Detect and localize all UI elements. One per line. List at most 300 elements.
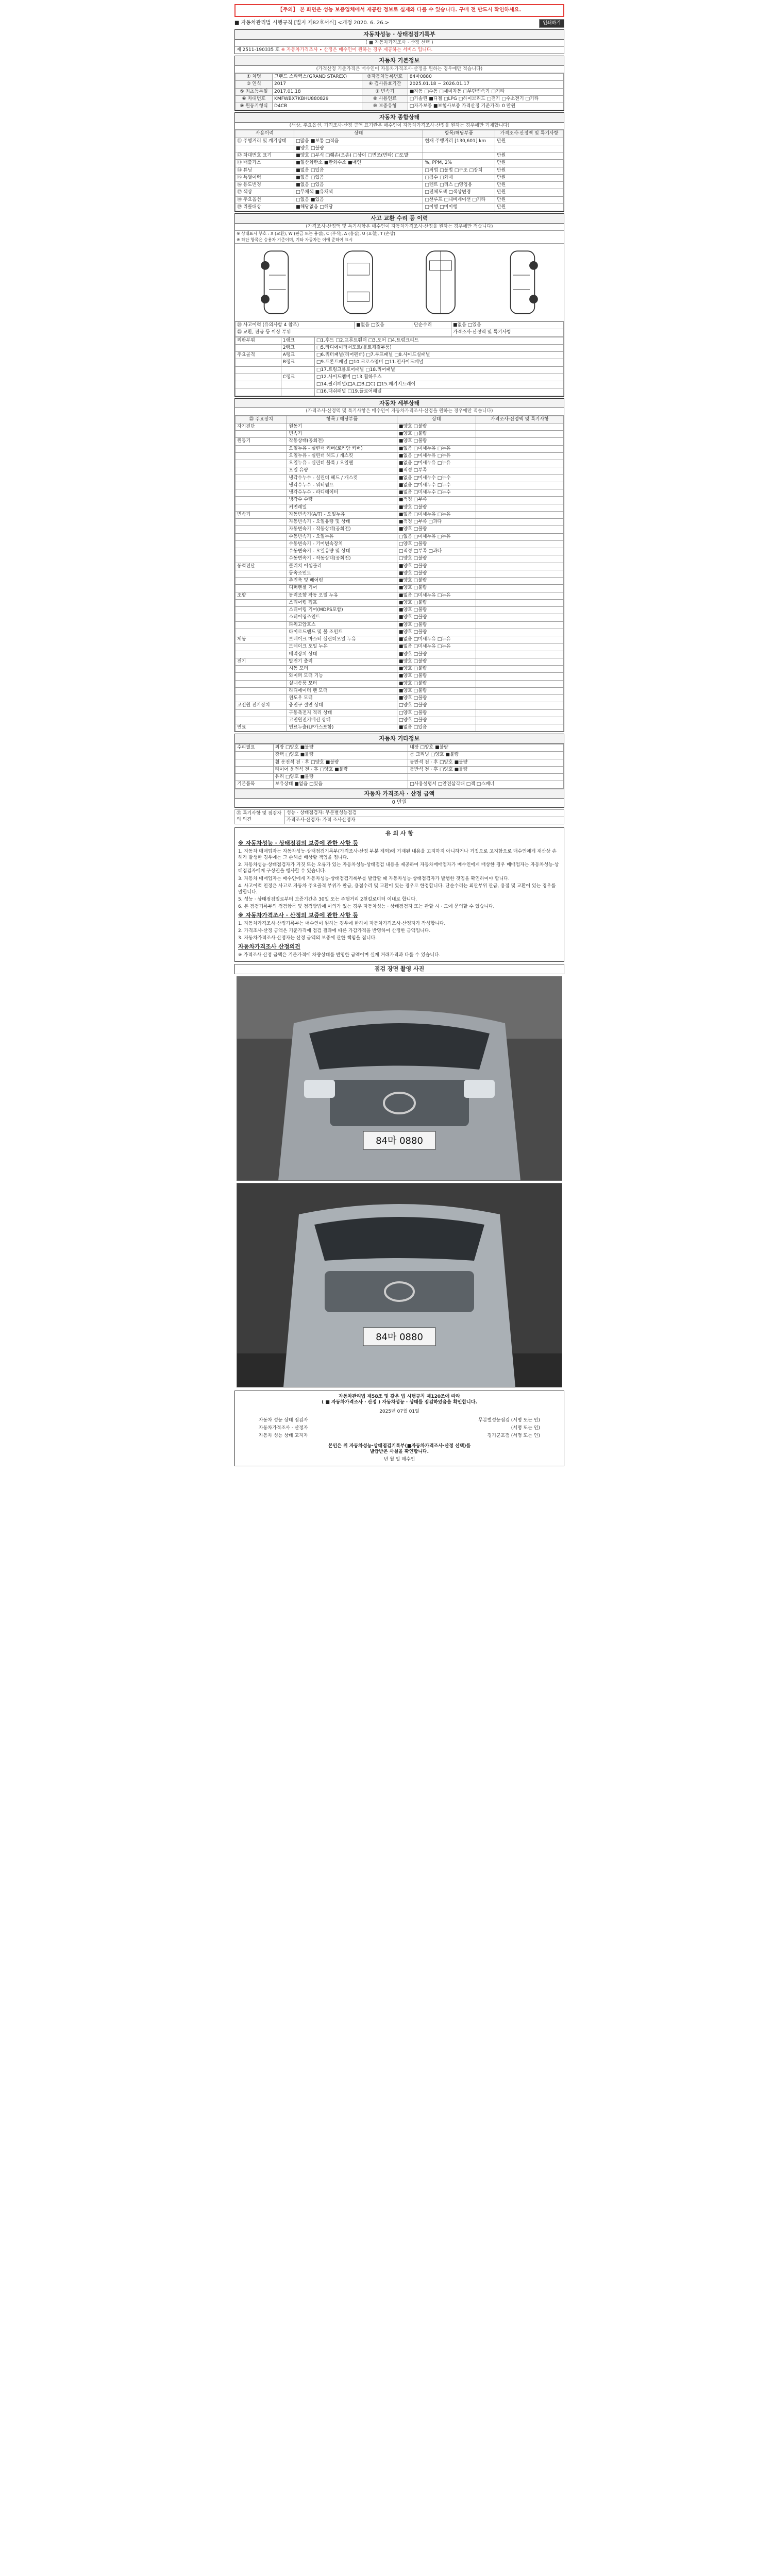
detail-cell	[236, 489, 287, 497]
other-info-cell	[236, 774, 274, 781]
notes-paragraph: 6. 본 점검기록부의 점검항목 및 점검방법에 이의가 있는 경우 자동차성능 · 상태점검자 또는 관할 시 · 도에 문의할 수 있습니다.	[238, 904, 495, 910]
detail-row	[236, 533, 564, 540]
general-cell: ⑮ 특별이력	[236, 174, 294, 181]
general-cell: ■없음 □있음	[294, 174, 423, 181]
detail-cell: 고전원 전기장치	[236, 702, 287, 709]
other-info-row	[236, 781, 564, 788]
detail-cell	[236, 570, 287, 577]
basic-info-label: ⑩ 보증유형	[362, 103, 408, 110]
doc-number: 제 2511-190335 호	[237, 47, 280, 53]
print-button[interactable]: 인쇄하기	[539, 19, 564, 28]
detail-cell: 스티어링 펌프	[287, 599, 397, 606]
car-top-rear-icon	[419, 246, 462, 318]
exterior-section	[234, 213, 564, 397]
detail-cell	[236, 519, 287, 526]
detail-cell: 파워고압호스	[287, 621, 397, 629]
panel-cell	[236, 388, 281, 396]
detail-cell: ■양호 □불량	[397, 607, 476, 614]
notes-heading-1: ※ 자동차성능 · 상태점검의 보증에 관한 사항 등	[238, 840, 358, 847]
detail-cell	[236, 555, 287, 563]
accident-label: ⑳ 사고이력 (유의사항 4 참조)	[236, 322, 355, 329]
detail-cell	[236, 504, 287, 511]
detail-cell	[236, 717, 287, 724]
panel-row	[236, 381, 564, 388]
detail-cell	[236, 585, 287, 592]
detail-row	[236, 695, 564, 702]
basic-info-section	[234, 56, 564, 111]
general-cell: □렌트 □리스 □영업용	[423, 182, 495, 189]
detail-note-cell	[476, 651, 563, 658]
detail-cell: ■양호 □불량	[397, 673, 476, 680]
detail-note-cell	[476, 423, 563, 430]
panel-row	[236, 366, 564, 374]
detail-note-cell	[476, 599, 563, 606]
detail-cell: 변속기	[287, 431, 397, 438]
detail-note-cell	[476, 519, 563, 526]
detail-cell: ■양호 □불량	[397, 585, 476, 592]
detail-cell: ■양호 □불량	[397, 651, 476, 658]
detail-cell: 수동변속기 - 오일누유	[287, 533, 397, 540]
detail-note-cell	[476, 695, 563, 702]
general-row	[236, 160, 564, 167]
basic-info-value: 2017.01.18	[273, 88, 362, 95]
panel-cell: 외판부위	[236, 337, 281, 344]
detail-note-cell	[476, 621, 563, 629]
detail-cell: ■양호 □불량	[397, 614, 476, 621]
detail-cell	[236, 599, 287, 606]
price-title: 자동차 가격조사 · 산정 금액	[235, 789, 564, 799]
detail-row	[236, 578, 564, 585]
detail-cell	[236, 614, 287, 621]
general-title: 자동차 종합상태	[235, 113, 564, 123]
detail-row	[236, 423, 564, 430]
detail-cell: 연료누출(LP가스포함)	[287, 724, 397, 732]
detail-cell: ■없음 □미세누유 □누유	[397, 511, 476, 518]
detail-row	[236, 680, 564, 687]
detail-cell: ■적정 □부족	[397, 467, 476, 474]
detail-cell	[236, 651, 287, 658]
general-header: 상태	[294, 130, 423, 138]
sign-footer-2: 발급받은 사실을 확인합니다.	[369, 1449, 429, 1454]
detail-header: 가격조사·산정액 및 특기사항	[476, 416, 563, 423]
car-right-side-icon	[501, 246, 544, 318]
form-header	[234, 19, 564, 28]
panel-cell: □17.트렁크플로어패널 □18.리어패널	[314, 366, 563, 374]
detail-row	[236, 651, 564, 658]
detail-cell: 충전구 절연 상태	[287, 702, 397, 709]
panel-cell: C랭크	[281, 374, 314, 381]
detail-note-cell	[476, 724, 563, 732]
detail-cell: 제동	[236, 636, 287, 643]
simple-repair-label: 단순수리	[412, 322, 451, 329]
general-cell: ⑬ 배출가스	[236, 160, 294, 167]
document-page	[234, 0, 564, 2576]
detail-note-cell	[476, 489, 563, 497]
basic-info-row	[236, 95, 564, 103]
doc-title-box	[234, 29, 564, 54]
detail-cell: 클러치 어셈블리	[287, 563, 397, 570]
detail-cell	[236, 482, 287, 489]
detail-cell: ■양호 □불량	[397, 599, 476, 606]
detail-table	[235, 416, 564, 732]
other-info-cell: 보유상태 ■없음 □있음	[273, 781, 408, 788]
inspector-value-1: 성능 · 상태점검자: 무분별성능점검	[285, 809, 564, 817]
detail-cell: 냉각수누수 - 실린더 헤드 / 개스킷	[287, 474, 397, 482]
outer-note: 가격조사·산정액 및 특기사항	[451, 329, 564, 336]
detail-cell: ■없음 □미세누유 □누유	[397, 636, 476, 643]
other-info-cell: 타이어 운전석 전 · 후 □양호 ■불량	[273, 766, 408, 773]
detail-row	[236, 482, 564, 489]
form-title: ■ 자동차관리법 시행규칙 [별지 제82호서식] <개정 2020. 6. 26.>	[234, 20, 390, 26]
basic-info-label: ④ 검사유효기간	[362, 81, 408, 88]
general-cell: ■없음 □있음	[294, 167, 423, 174]
detail-note-cell	[476, 431, 563, 438]
detail-cell: 브레이크 오일 누유	[287, 643, 397, 651]
detail-cell: 전기	[236, 658, 287, 665]
detail-section	[234, 398, 564, 733]
other-info-table	[235, 744, 564, 789]
detail-cell: 스티어링조인트	[287, 614, 397, 621]
notes-heading-3: 자동차가격조사 산정의견	[238, 943, 300, 951]
general-cell: ■양호 □불량	[294, 145, 423, 152]
car-diagram	[235, 244, 564, 321]
detail-row	[236, 673, 564, 680]
panel-cell	[236, 344, 281, 351]
general-cell: ⑯ 용도변경	[236, 182, 294, 189]
detail-cell: ■없음 □있음	[397, 724, 476, 732]
detail-cell	[236, 621, 287, 629]
detail-row	[236, 592, 564, 599]
detail-cell: ■양호 □불량	[397, 666, 476, 673]
general-row	[236, 174, 564, 181]
detail-note-cell	[476, 717, 563, 724]
detail-row	[236, 570, 564, 577]
other-info-cell	[236, 759, 274, 766]
other-info-row	[236, 744, 564, 752]
simple-repair-value: ■없음 □있음	[451, 322, 564, 329]
detail-cell: □양호 □불량	[397, 709, 476, 717]
other-info-cell: 동반석 전 · 후 □양호 ■불량	[408, 766, 564, 773]
detail-cell: 냉각수누수 - 라디에이터	[287, 489, 397, 497]
basic-info-sub: (가격산정 기준가격은 매수인이 자동차가격조사·산정을 원하는 경우에만 적습니다)	[235, 66, 564, 73]
detail-row	[236, 599, 564, 606]
panel-cell: A랭크	[281, 352, 314, 359]
detail-row	[236, 438, 564, 445]
basic-info-table	[235, 73, 564, 110]
general-section	[234, 112, 564, 212]
general-cell: □많음 ■보통 □적음	[294, 138, 423, 145]
basic-info-row	[236, 74, 564, 81]
basic-info-value: 2017	[273, 81, 362, 88]
detail-cell: ■없음 □미세누수 □누수	[397, 474, 476, 482]
detail-row	[236, 445, 564, 452]
doc-number-note: ※ 자동차가격조사 ∙ 산정은 매수인이 원하는 경우 제공하는 서비스 입니다.	[281, 47, 433, 53]
basic-info-label: ⑨ 원동기형식	[236, 103, 273, 110]
detail-cell: ■양호 □불량	[397, 695, 476, 702]
basic-info-label: ②자동차등록번호	[362, 74, 408, 81]
detail-cell: □양호 □불량	[397, 540, 476, 548]
exterior-title: 사고 교환 수리 등 이력	[235, 214, 564, 224]
detail-note-cell	[476, 504, 563, 511]
general-cell: ⑫ 차대번호 표기	[236, 152, 294, 160]
general-cell: 만원	[495, 196, 563, 204]
basic-info-label: ⑥ 차대번호	[236, 95, 273, 103]
accident-value: ■없음 □있음	[355, 322, 412, 329]
detail-note-cell	[476, 526, 563, 533]
detail-cell	[236, 629, 287, 636]
panel-cell	[281, 381, 314, 388]
detail-note-cell	[476, 563, 563, 570]
exterior-legend2: ※ 하단 항목은 승용차 기준이며, 기타 자동차는 이에 준하여 표시	[235, 237, 564, 244]
panel-cell: 1랭크	[281, 337, 314, 344]
general-cell: ■해당없음 □해당	[294, 204, 423, 211]
detail-note-cell	[476, 467, 563, 474]
detail-row	[236, 614, 564, 621]
other-info-row	[236, 759, 564, 766]
detail-row	[236, 629, 564, 636]
panel-cell: □6.쿼터패널(리어펜더) □7.루프패널 □8.사이드실패널	[314, 352, 563, 359]
detail-cell: ■양호 □불량	[397, 438, 476, 445]
detail-cell: 변속기	[236, 511, 287, 518]
panel-cell: □1.후드 □2.프론트휀더 □3.도어 □4.트렁크리드	[314, 337, 563, 344]
doc-title: 자동차성능 · 상태점검기록부	[235, 30, 564, 40]
panel-cell: B랭크	[281, 359, 314, 366]
detail-cell: 자기진단	[236, 423, 287, 430]
detail-note-cell	[476, 636, 563, 643]
detail-note-cell	[476, 673, 563, 680]
detail-cell: 오일누유 - 실린더 헤드 / 개스킷	[287, 452, 397, 460]
rear-photo	[237, 1183, 562, 1387]
general-table	[235, 130, 564, 211]
accident-table	[235, 321, 564, 337]
general-cell	[423, 152, 495, 160]
other-info-cell: 수리필요	[236, 744, 274, 752]
sign-footer-1: 본인은 위 자동차성능·상태점검기록부(■자동차가격조사·산정 선택)를	[328, 1443, 471, 1449]
other-info-cell	[408, 774, 564, 781]
detail-row	[236, 452, 564, 460]
basic-info-label: ⑤ 최초등록일	[236, 88, 273, 95]
general-cell: 만원	[495, 189, 563, 196]
detail-cell: 추진축 및 베어링	[287, 578, 397, 585]
detail-row	[236, 717, 564, 724]
outer-label: ㉑ 교환, 판금 등 이상 부위	[236, 329, 451, 336]
detail-cell: 오일누유 - 실린더 블록 / 오일팬	[287, 460, 397, 467]
sign-title: 자동차관리법 제58조 및 같은 법 시행규칙 제120조에 따라	[339, 1394, 460, 1400]
detail-cell: 고전원전기배선 상태	[287, 717, 397, 724]
other-info-cell: 동반석 전 · 후 □양호 ■불량	[408, 759, 564, 766]
general-cell: ■일산화탄소 ■탄화수소 ■매연	[294, 160, 423, 167]
detail-cell: 배력장치 상태	[287, 651, 397, 658]
detail-cell	[236, 467, 287, 474]
general-cell: □이행 □미이행	[423, 204, 495, 211]
notes-section	[234, 827, 564, 962]
detail-cell: ■없음 □미세누유 □누유	[397, 445, 476, 452]
notes-paragraph: 2. 자동차성능·상태점검자가 거짓 또는 오류가 있는 자동차성능·상태점검 내용을 제공하여 자동차매매업자가 매수인에게 배상한 경우 매매업자는 자동차성능·상태점검자에게 구상권을 행사할 수 있습니다.	[238, 862, 559, 874]
detail-row	[236, 636, 564, 643]
price-value: 0 만원	[392, 800, 407, 806]
detail-cell	[236, 548, 287, 555]
detail-cell: 작동상태(공회전)	[287, 438, 397, 445]
notes-paragraph: 2. 가격조사·산정 금액은 기준가격에 점검 결과에 따른 가감가격을 반영하여 산정한 금액입니다.	[238, 928, 431, 934]
detail-note-cell	[476, 452, 563, 460]
notes-paragraph: 5. 성능 · 상태점검일로부터 보증기간은 30일 또는 주행거리 2천킬로미터 이내로 합니다.	[238, 896, 417, 902]
detail-sub: (가격조사·산정액 및 특기사항은 매수인이 자동차가격조사·산정을 원하는 경우에만 적습니다)	[235, 408, 564, 415]
photos-title: 점검 장면 촬영 사진	[234, 964, 564, 974]
general-row	[236, 145, 564, 152]
general-cell: 만원	[495, 167, 563, 174]
general-header: 사용이력	[236, 130, 294, 138]
detail-cell: 타이로드엔드 및 볼 조인트	[287, 629, 397, 636]
detail-note-cell	[476, 474, 563, 482]
sign-footer-3: 년 월 일 매수인	[383, 1457, 415, 1463]
other-info-cell: □사용설명서 □안전삼각대 □잭 □스패너	[408, 781, 564, 788]
detail-row	[236, 666, 564, 673]
detail-cell	[236, 540, 287, 548]
detail-row	[236, 431, 564, 438]
detail-row	[236, 460, 564, 467]
detail-cell: 원동기	[236, 438, 287, 445]
doc-subtitle: ( ■ 자동차가격조사 · 산정 선택 )	[235, 40, 564, 47]
sign-date: 2025년 07월 01일	[379, 1409, 419, 1414]
detail-row	[236, 658, 564, 665]
basic-info-value: D4CB	[273, 103, 362, 110]
detail-cell: ■없음 □미세누유 □누유	[397, 460, 476, 467]
detail-note-cell	[476, 578, 563, 585]
detail-cell: ■적정 □부족	[397, 497, 476, 504]
notes-heading-2: ※ 자동차가격조사 · 산정의 보증에 관한 사항 등	[238, 912, 358, 919]
detail-row	[236, 724, 564, 732]
detail-cell: 디퍼렌셜 기어	[287, 585, 397, 592]
general-header: 항목/해당부품	[423, 130, 495, 138]
basic-info-label: ① 차명	[236, 74, 273, 81]
detail-row	[236, 548, 564, 555]
detail-cell: ■없음 □미세누유 □누유	[397, 643, 476, 651]
detail-cell	[236, 673, 287, 680]
detail-cell: 라디에이터 팬 모터	[287, 687, 397, 694]
general-row	[236, 138, 564, 145]
detail-cell: ■양호 □불량	[397, 578, 476, 585]
general-cell: □적법 □불법 □구조 □장치	[423, 167, 495, 174]
exterior-legend: ※ 상태표시 부호 : X (교환), W (판금 또는 용접), C (부식), A (흠집), U (요철), T (손상)	[237, 231, 396, 236]
detail-cell: ■양호 □불량	[397, 563, 476, 570]
detail-cell: 냉각수누수 - 워터펌프	[287, 482, 397, 489]
detail-note-cell	[476, 709, 563, 717]
general-cell: □전체도색 □색상변경	[423, 189, 495, 196]
inspector-label: ㉓ 특기사항 및 점검자의 의견	[235, 809, 285, 824]
detail-cell	[236, 666, 287, 673]
general-cell: □없음 ■있음	[294, 196, 423, 204]
detail-cell	[236, 460, 287, 467]
basic-info-value: KMFWBX7KBHU880829	[273, 95, 362, 103]
detail-note-cell	[476, 666, 563, 673]
notes-paragraph: 1. 자동차 매매업자는 자동차성능·상태점검기록부(가격조사·산정 부분 제외)에 기재된 내용을 고지하지 아니하거나 거짓으로 고지함으로 매수인에게 재산상 손해가 발생한 경우에는 그 손해를 배상할 책임을 집니다.	[238, 849, 557, 861]
detail-cell: ■없음 □미세누유 □누유	[397, 592, 476, 599]
car-left-side-icon	[255, 246, 298, 318]
panel-cell: □14.필러패널(□A,□B,□C) □15.패키지트레이	[314, 381, 563, 388]
panel-cell	[281, 388, 314, 396]
detail-note-cell	[476, 680, 563, 687]
detail-cell: 원동기	[287, 423, 397, 430]
warning-banner: 【주의】 본 화면은 성능 보증업체에서 제공한 정보로 실제와 다를 수 있습니다. 구매 전 반드시 확인하세요.	[234, 4, 564, 17]
detail-header: 상태	[397, 416, 476, 423]
inspector-value-2: 가격조사·산정자: 가격 조사산정자	[285, 817, 564, 824]
detail-row	[236, 497, 564, 504]
panel-cell	[236, 381, 281, 388]
detail-cell: 자동변속기 - 오일유량 및 상태	[287, 519, 397, 526]
detail-row	[236, 519, 564, 526]
general-row	[236, 167, 564, 174]
basic-info-label: ⑧ 사용연료	[362, 95, 408, 103]
detail-note-cell	[476, 592, 563, 599]
detail-note-cell	[476, 555, 563, 563]
detail-row	[236, 474, 564, 482]
panel-row	[236, 374, 564, 381]
detail-row	[236, 709, 564, 717]
detail-row	[236, 489, 564, 497]
detail-row	[236, 702, 564, 709]
detail-cell: ■양호 □불량	[397, 680, 476, 687]
detail-cell: 발전기 출력	[287, 658, 397, 665]
detail-cell: 시동 모터	[287, 666, 397, 673]
detail-cell	[236, 687, 287, 694]
detail-cell: 자동변속기(A/T) - 오일누유	[287, 511, 397, 518]
panel-cell: □12.사이드멤버 □13.휠하우스	[314, 374, 563, 381]
detail-row	[236, 687, 564, 694]
basic-info-row	[236, 88, 564, 95]
detail-cell: 수동변속기 - 작동상태(공회전)	[287, 555, 397, 563]
detail-note-cell	[476, 533, 563, 540]
detail-cell: 연료	[236, 724, 287, 732]
general-row	[236, 189, 564, 196]
detail-cell: 실내송풍 모터	[287, 680, 397, 687]
detail-note-cell	[476, 540, 563, 548]
general-cell	[495, 145, 563, 152]
detail-note-cell	[476, 548, 563, 555]
detail-cell	[236, 445, 287, 452]
general-cell: □침수 □화재	[423, 174, 495, 181]
notes-title: 유 의 사 항	[385, 830, 413, 837]
detail-cell: ■없음 □미세누유 □누유	[397, 452, 476, 460]
front-photo-image	[237, 977, 562, 1180]
basic-info-value: 2025.01.18 ~ 2026.01.17	[408, 81, 563, 88]
notes-opinion: ※ 가격조사·산정 금액은 기준가격에 차량상태를 반영한 금액이며 실제 거래가격과 다를 수 있습니다.	[238, 953, 441, 958]
general-cell: 만원	[495, 182, 563, 189]
detail-cell: ■양호 □불량	[397, 570, 476, 577]
detail-cell: ■양호 □불량	[397, 504, 476, 511]
panel-cell: 2랭크	[281, 344, 314, 351]
detail-cell: 수동변속기 - 기어변속장치	[287, 540, 397, 548]
basic-info-row	[236, 81, 564, 88]
detail-header: ㉒ 주요장치	[236, 416, 287, 423]
detail-cell	[236, 695, 287, 702]
detail-row	[236, 563, 564, 570]
general-cell: 만원	[495, 174, 563, 181]
detail-cell: 스티어링 기어(MDPS포함)	[287, 607, 397, 614]
general-cell: ⑱ 주요옵션	[236, 196, 294, 204]
general-cell: ⑭ 튜닝	[236, 167, 294, 174]
sign-row-1-value: 무분별성능점검 (서명 또는 인)	[478, 1417, 540, 1423]
general-cell: ⑪ 주행거리 및 계기상태	[236, 138, 294, 145]
detail-cell: ■없음 □미세누수 □누수	[397, 489, 476, 497]
basic-info-label: ③ 연식	[236, 81, 273, 88]
detail-cell: 오일 유량	[287, 467, 397, 474]
detail-cell	[236, 643, 287, 651]
general-sub: (색상, 주요옵션, 가격조사·산정 금액 표기란은 매수인이 자동차가격조사·산정을 원하는 경우에만 기재합니다)	[235, 123, 564, 130]
basic-info-value: □자가보증 ■보험사보증 가격산정 기준가격: 0 만원	[408, 103, 563, 110]
other-info-cell	[236, 766, 274, 773]
detail-cell: 등속조인트	[287, 570, 397, 577]
sign-row-3-label: 자동차 성능 상태 고지자	[259, 1433, 308, 1439]
